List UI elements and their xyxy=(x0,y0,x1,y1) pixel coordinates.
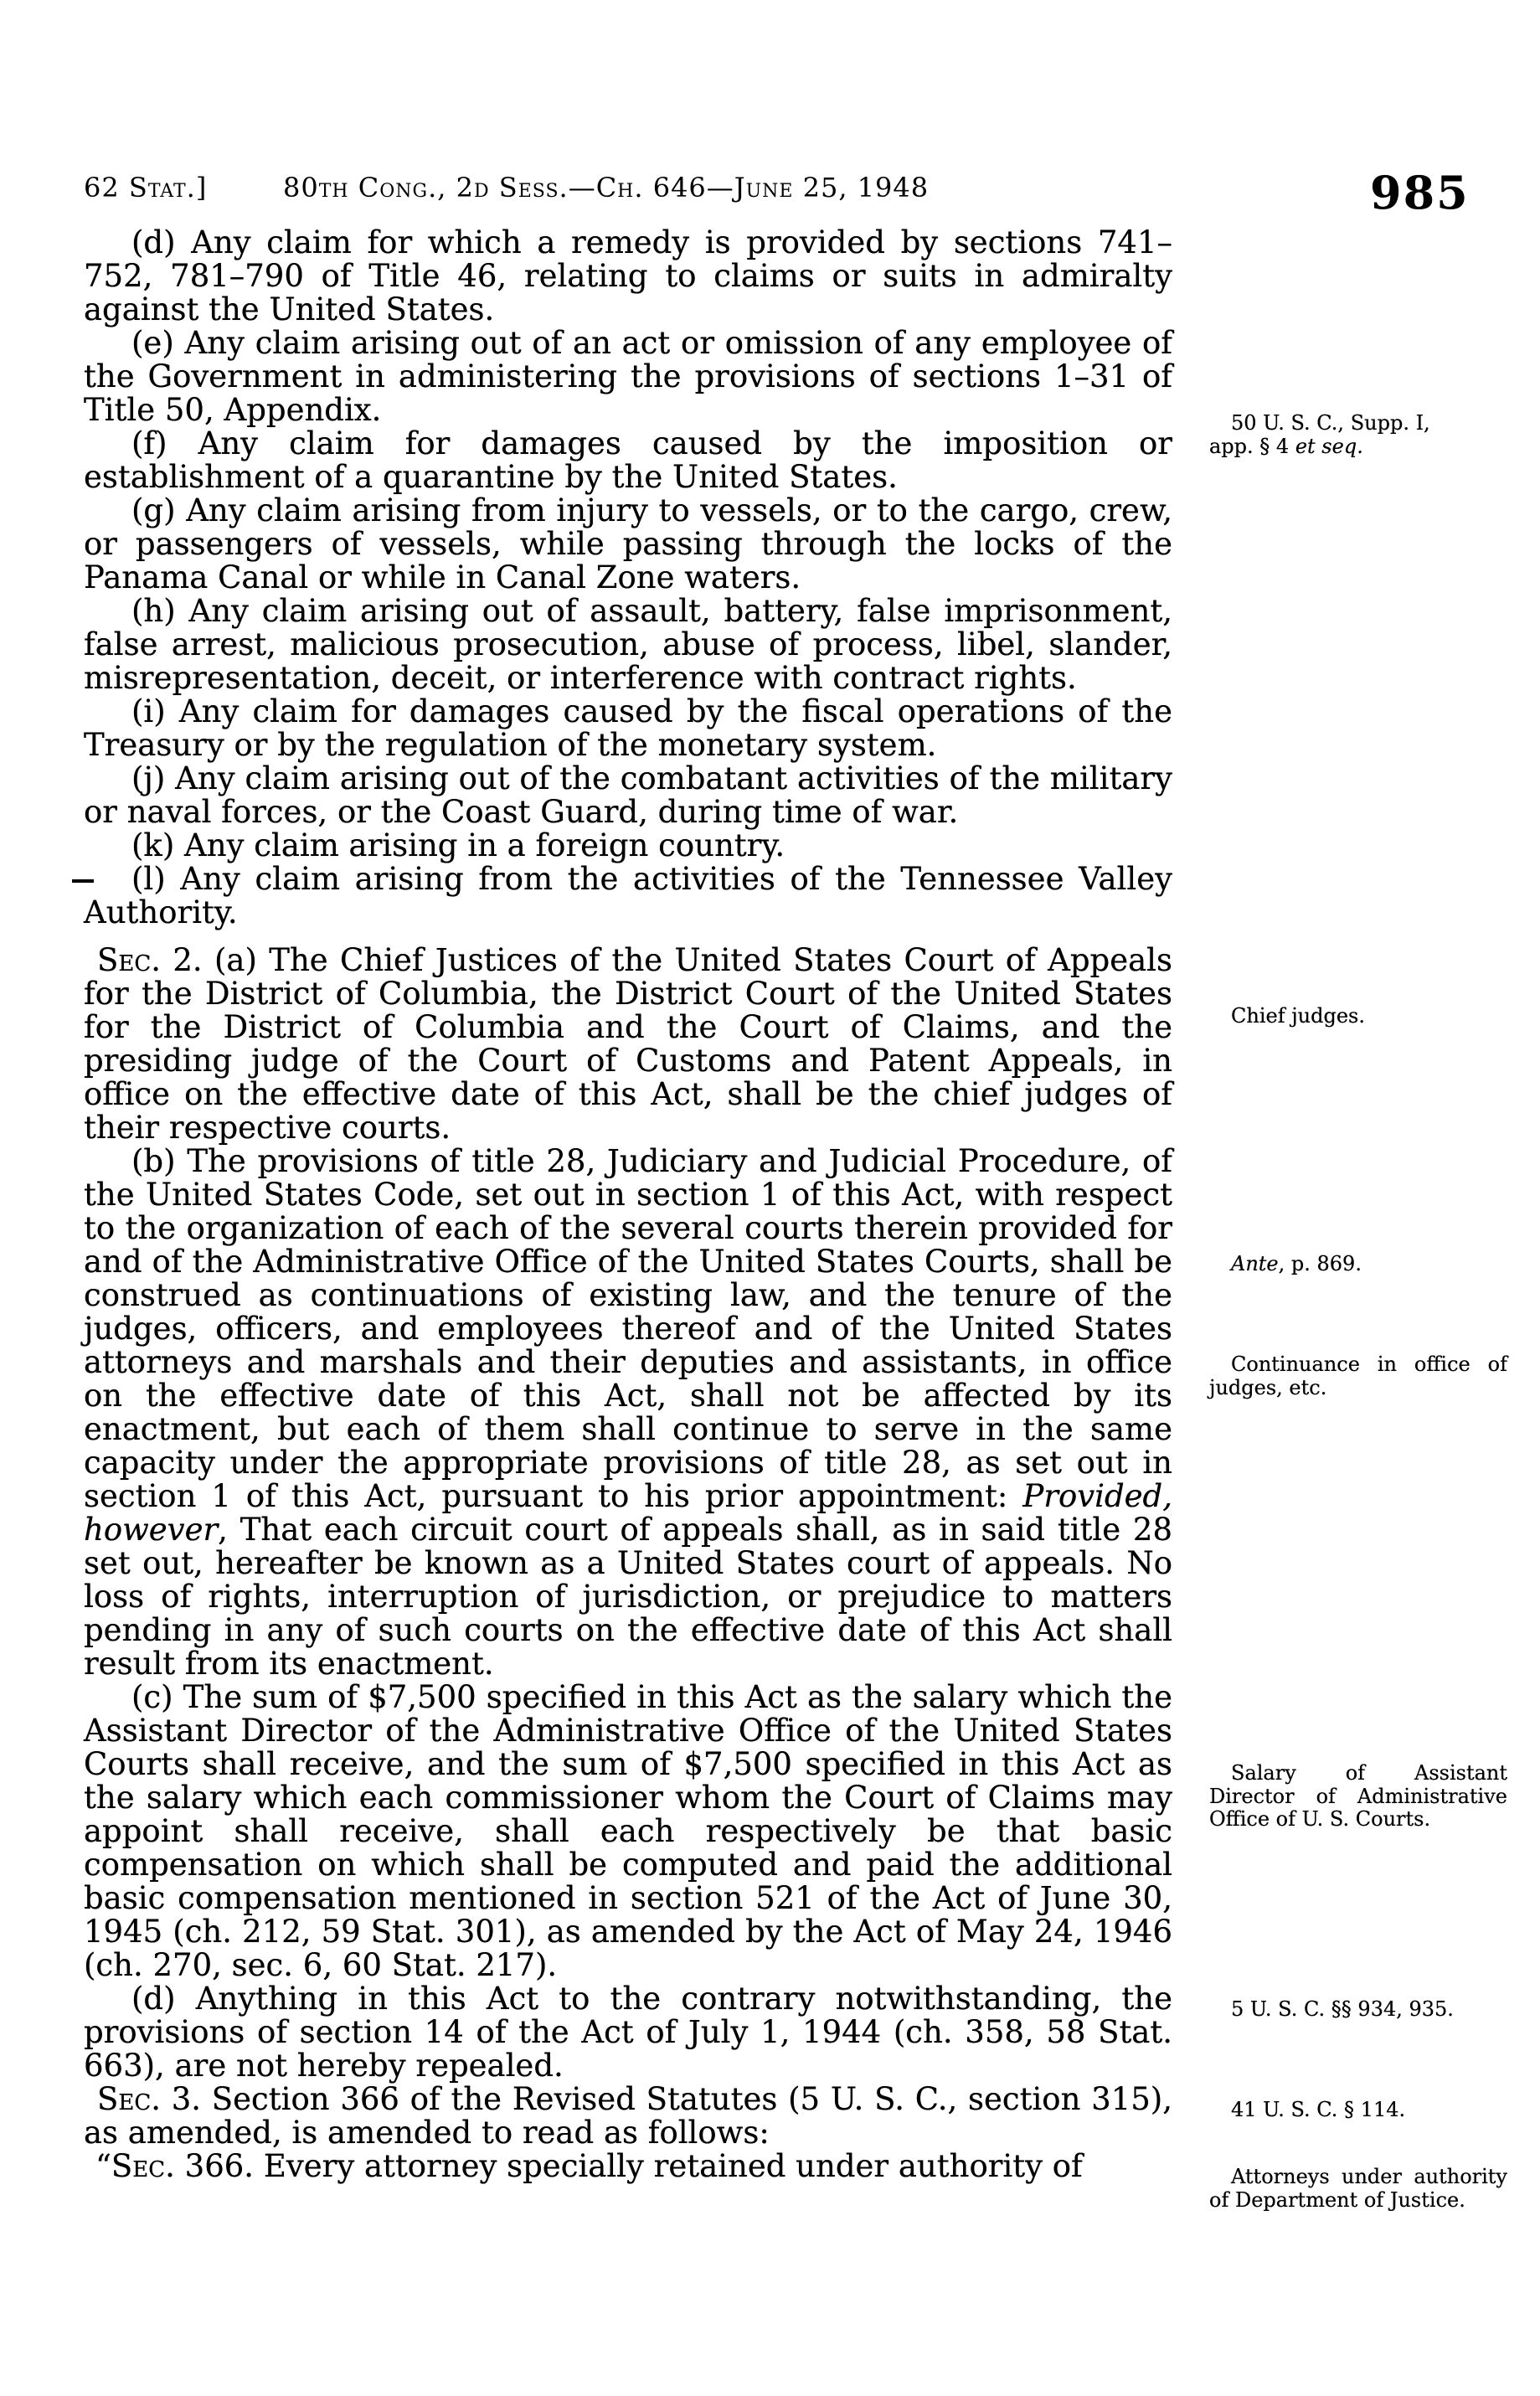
statute-text-column xyxy=(84,226,1172,2183)
section-2b-text-pre: (b) The provisions of title 28, Judiciary and Judicial Procedure, of the United States Code, set out in section 1 of this Act, with respect to the organization of each of the several courts therein provided for and of the Administrative Office of the United States Courts, shall be construed as continuations of existing law, and the tenure of the judges, officers, and employees thereof and of the United States attorneys and marshals and their deputies and assistants, in office on the effective date of this Act, shall not be affected by its enactment, but each of them shall continue to serve in the same capacity under the appropriate provisions of title 28, as set out in section 1 of this Act, pursuant to his prior appointment: xyxy=(84,1143,1172,1514)
scan-artifact-dash xyxy=(72,879,94,883)
clause-g: (g) Any claim arising from injury to vessels, or to the cargo, crew, or passengers of vessels, while passing through the locks of the Panama Canal or while in Canal Zone waters. xyxy=(84,492,1172,595)
section-3-text: Section 366 of the Revised Statutes (5 U. S. C., section 315), as amended, is amended to read as follows: xyxy=(84,2081,1172,2151)
proviso-italic: Provided, however xyxy=(84,1478,1172,1548)
section-2a xyxy=(84,944,1172,1145)
margin-note-41usc: 41 U. S. C. § 114. xyxy=(1231,2098,1406,2121)
margin-note-salary: Salary of Assistant Director of Administrative Office of U. S. Courts. xyxy=(1209,1761,1507,1831)
stat-volume-label: 62 Stat.] xyxy=(84,172,208,204)
clause-f: (f) Any claim for damages caused by the imposition or establishment of a quarantine by the United States. xyxy=(84,425,1172,495)
page-number: 985 xyxy=(1370,166,1470,219)
section-366-quoted xyxy=(84,2150,1172,2183)
margin-note-attorneys: Attorneys under authority of Department of Justice. xyxy=(1209,2165,1507,2212)
section-3-label: Sec. 3. xyxy=(97,2081,202,2117)
open-quote: “ xyxy=(95,2148,111,2184)
margin-note-continuance: Continuance in office of judges, etc. xyxy=(1209,1353,1507,1399)
margin-note-5usc: 5 U. S. C. §§ 934, 935. xyxy=(1231,1997,1454,2021)
margin-note-ante xyxy=(1209,1253,1507,1276)
section-2b-text-post: , That each circuit court of appeals shall, as in said title 28 set out, hereafter be known as a United States court of appeals. No loss of rights, interruption of jurisdiction, or prejudice to matters pending in any of such courts on the effective date of this Act shall result from its enactment. xyxy=(84,1512,1172,1682)
section-366-text: Every attorney specially retained under authority of xyxy=(254,2148,1083,2184)
margin-note-50usc-line1: 50 U. S. C., Supp. I, xyxy=(1231,411,1430,435)
clause-j: (j) Any claim arising out of the combatant activities of the military or naval forces, or the Coast Guard, during time of war. xyxy=(84,760,1172,830)
et-seq-italic: et seq. xyxy=(1295,434,1363,458)
margin-note-50usc-line2-pre: app. § 4 xyxy=(1209,434,1295,458)
clause-i: (i) Any claim for damages caused by the fiscal operations of the Treasury or by the regulation of the monetary system. xyxy=(84,693,1172,763)
session-chapter-date: 80th Cong., 2d Sess.—Ch. 646—June 25, 1948 xyxy=(283,172,930,204)
clause-k: (k) Any claim arising in a foreign country. xyxy=(131,827,785,863)
section-2b xyxy=(84,1145,1172,1681)
margin-note-chief-judges: Chief judges. xyxy=(1231,1004,1365,1028)
section-2a-text: (a) The Chief Justices of the United States Court of Appeals for the District of Columbia, the District Court of the United States for the District of Columbia and the Court of Claims, and the presiding judge of the Court of Customs and Patent Appeals, in office on the effective date of this Act, shall be the chief judges of their respective courts. xyxy=(84,942,1172,1146)
section-366-label: Sec. 366. xyxy=(111,2148,255,2184)
margin-note-50usc xyxy=(1209,412,1507,458)
clause-e: (e) Any claim arising out of an act or omission of any employee of the Government in administering the provisions of sections 1–31 of Title 50, Appendix. xyxy=(84,325,1172,428)
section-2-label: Sec. 2. xyxy=(97,942,203,978)
margin-note-50usc-line2 xyxy=(1209,435,1507,459)
clause-l: (l) Any claim arising from the activities of the Tennessee Valley Authority. xyxy=(84,861,1172,930)
ante-rest: , p. 869. xyxy=(1278,1252,1362,1275)
clause-h: (h) Any claim arising out of assault, battery, false imprisonment, false arrest, malicious prosecution, abuse of process, libel, slander, misrepresentation, deceit, or interference with contract rights. xyxy=(84,593,1172,696)
section-3 xyxy=(84,2083,1172,2150)
section-2d: (d) Anything in this Act to the contrary notwithstanding, the provisions of section 14 of the Act of July 1, 1944 (ch. 358, 58 Stat. 663), are not hereby repealed. xyxy=(84,1981,1172,2084)
ante-italic: Ante xyxy=(1231,1252,1279,1275)
section-2c: (c) The sum of $7,500 specified in this Act as the salary which the Assistant Director of the Administrative Office of the United States Courts shall receive, and the sum of $7,500 specified in this Act as the salary which each commissioner whom the Court of Claims may appoint shall receive, shall each respectively be that basic compensation on which shall be computed and paid the additional basic compensation mentioned in section 521 of the Act of June 30, 1945 (ch. 212, 59 Stat. 301), as amended by the Act of May 24, 1946 (ch. 270, sec. 6, 60 Stat. 217). xyxy=(84,1679,1172,1983)
clause-d: (d) Any claim for which a remedy is provided by sections 741–752, 781–790 of Title 46, relating to claims or suits in admiralty against the United States. xyxy=(84,224,1172,327)
